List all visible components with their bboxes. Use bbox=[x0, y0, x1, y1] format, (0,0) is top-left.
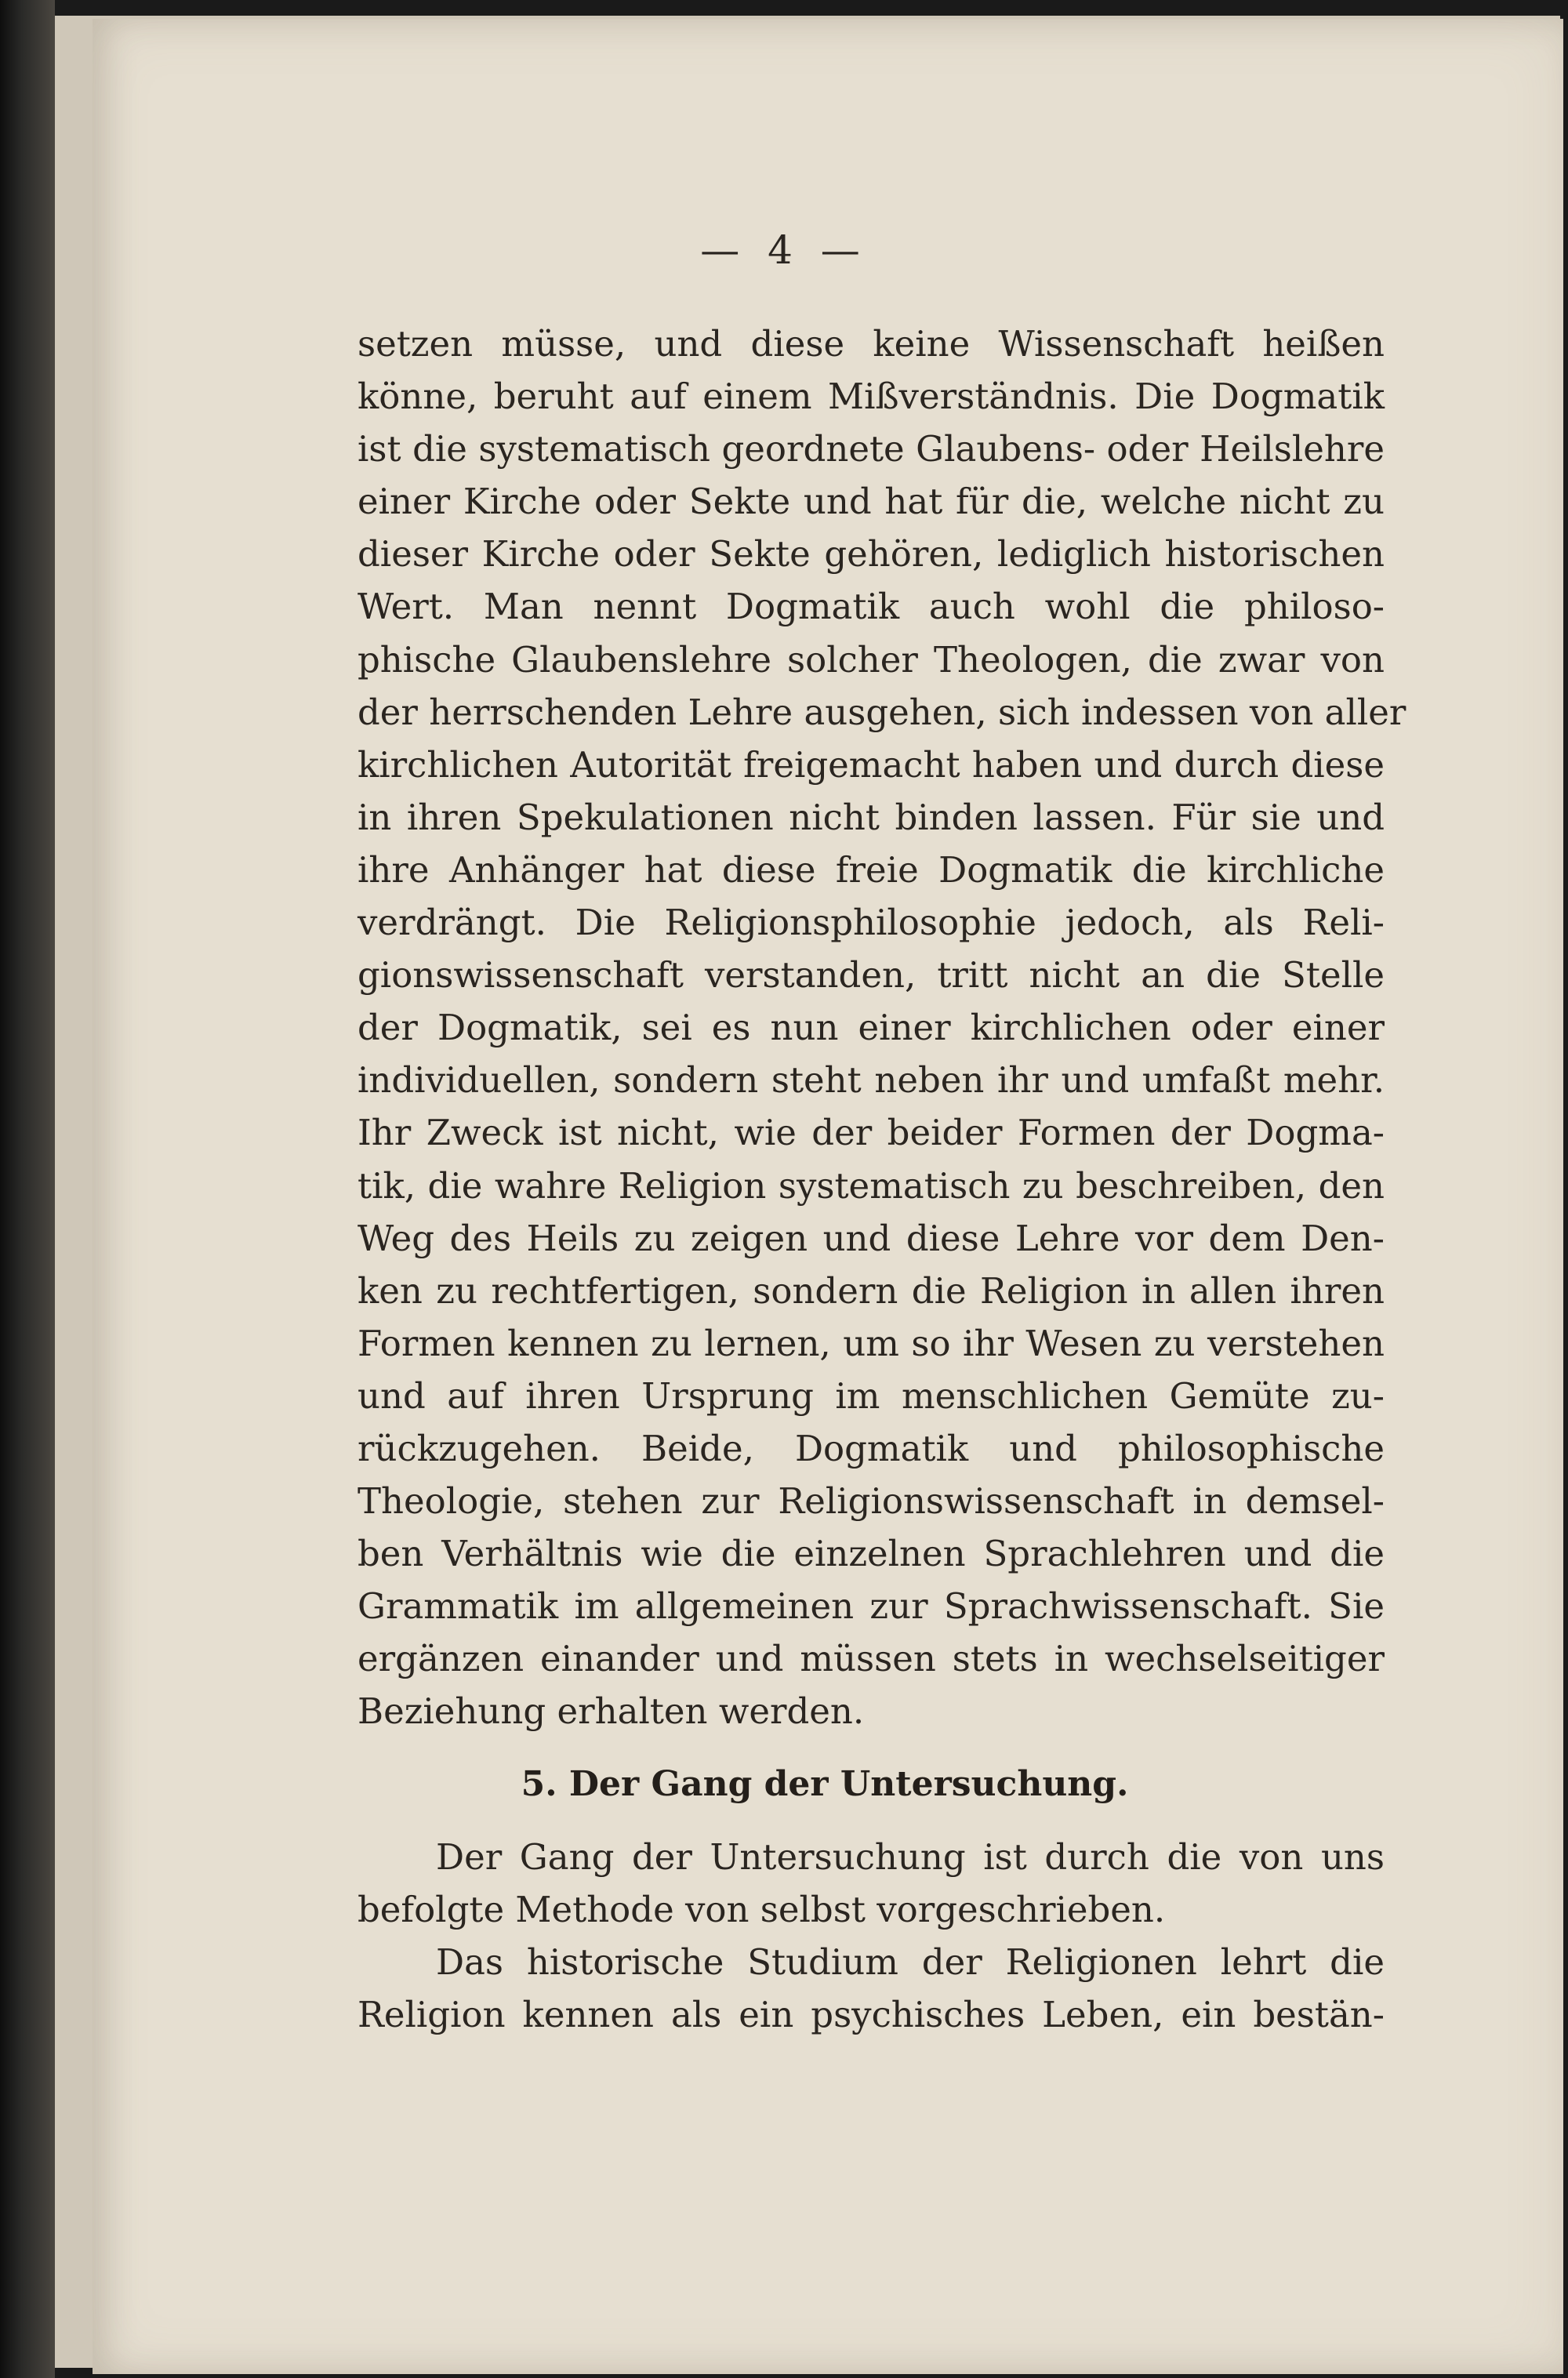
text-line: Formen kennen zu lernen, um so ihr Wesen zu verstehen bbox=[358, 1322, 1385, 1364]
page-number: — 4 — bbox=[700, 227, 868, 273]
text-line: könne, beruht auf einem Mißverständnis. Die Dogmatik bbox=[358, 376, 1385, 418]
paragraph-one bbox=[358, 318, 1406, 1738]
paragraph-three bbox=[358, 1936, 1385, 2041]
text-line: ben Verhältnis wie die einzelnen Sprachlehren und die bbox=[358, 1533, 1385, 1575]
text-line: setzen müsse, und diese keine Wissenschaft heißen bbox=[358, 323, 1385, 365]
text-line: befolgte Methode von selbst vorgeschrieben. bbox=[358, 1889, 1166, 1931]
text-line: Der Gang der Untersuchung ist durch die von uns bbox=[436, 1836, 1385, 1878]
text-line: tik, die wahre Religion systematisch zu beschreiben, den bbox=[358, 1164, 1385, 1207]
text-line: Religion kennen als ein psychisches Leben, ein bestän- bbox=[358, 1994, 1385, 2036]
text-line: Weg des Heils zu zeigen und diese Lehre vor dem Den- bbox=[358, 1217, 1385, 1259]
text-line: einer Kirche oder Sekte und hat für die, welche nicht zu bbox=[358, 481, 1385, 523]
text-line: Theologie, stehen zur Religionswissenschaft in demsel- bbox=[358, 1480, 1385, 1523]
text-line: ihre Anhänger hat diese freie Dogmatik die kirchliche bbox=[358, 848, 1385, 891]
text-line: der Dogmatik, sei es nun einer kirchlichen oder einer bbox=[358, 1007, 1385, 1049]
text-line: dieser Kirche oder Sekte gehören, lediglich historischen bbox=[358, 533, 1385, 575]
text-line: Grammatik im allgemeinen zur Sprachwissenschaft. Sie bbox=[358, 1585, 1385, 1628]
text-line: und auf ihren Ursprung im menschlichen Gemüte zu- bbox=[358, 1374, 1385, 1417]
text-line: ergänzen einander und müssen stets in wechselseitiger bbox=[358, 1638, 1385, 1680]
text-line: ken zu rechtfertigen, sondern die Religion in allen ihren bbox=[358, 1269, 1385, 1312]
text-line: kirchlichen Autorität freigemacht haben und durch diese bbox=[358, 743, 1385, 786]
text-line: Ihr Zweck ist nicht, wie der beider Formen der Dogma- bbox=[358, 1112, 1385, 1154]
text-line: in ihren Spekulationen nicht binden lassen. Für sie und bbox=[358, 796, 1385, 838]
paragraph-two bbox=[358, 1831, 1385, 1936]
text-line: phische Glaubenslehre solcher Theologen, die zwar von bbox=[358, 638, 1385, 681]
text-line: Das historische Studium der Religionen lehrt die bbox=[436, 1941, 1385, 1983]
text-line: individuellen, sondern steht neben ihr und umfaßt mehr. bbox=[358, 1059, 1385, 1102]
section-heading: 5. Der Gang der Untersuchung. bbox=[521, 1764, 1129, 1804]
book-spine bbox=[0, 0, 55, 2378]
text-line: ist die systematisch geordnete Glaubens- oder Heilslehre bbox=[358, 428, 1385, 470]
text-line: rückzugehen. Beide, Dogmatik und philosophische bbox=[358, 1427, 1385, 1469]
text-line: verdrängt. Die Religionsphilosophie jedoch, als Reli- bbox=[358, 902, 1385, 944]
text-line: Beziehung erhalten werden. bbox=[358, 1690, 865, 1733]
text-line: gionswissenschaft verstanden, tritt nicht an die Stelle bbox=[358, 954, 1385, 997]
text-line: Wert. Man nennt Dogmatik auch wohl die philoso- bbox=[358, 586, 1385, 628]
text-line: der herrschenden Lehre ausgehen, sich indessen von aller bbox=[358, 691, 1406, 733]
